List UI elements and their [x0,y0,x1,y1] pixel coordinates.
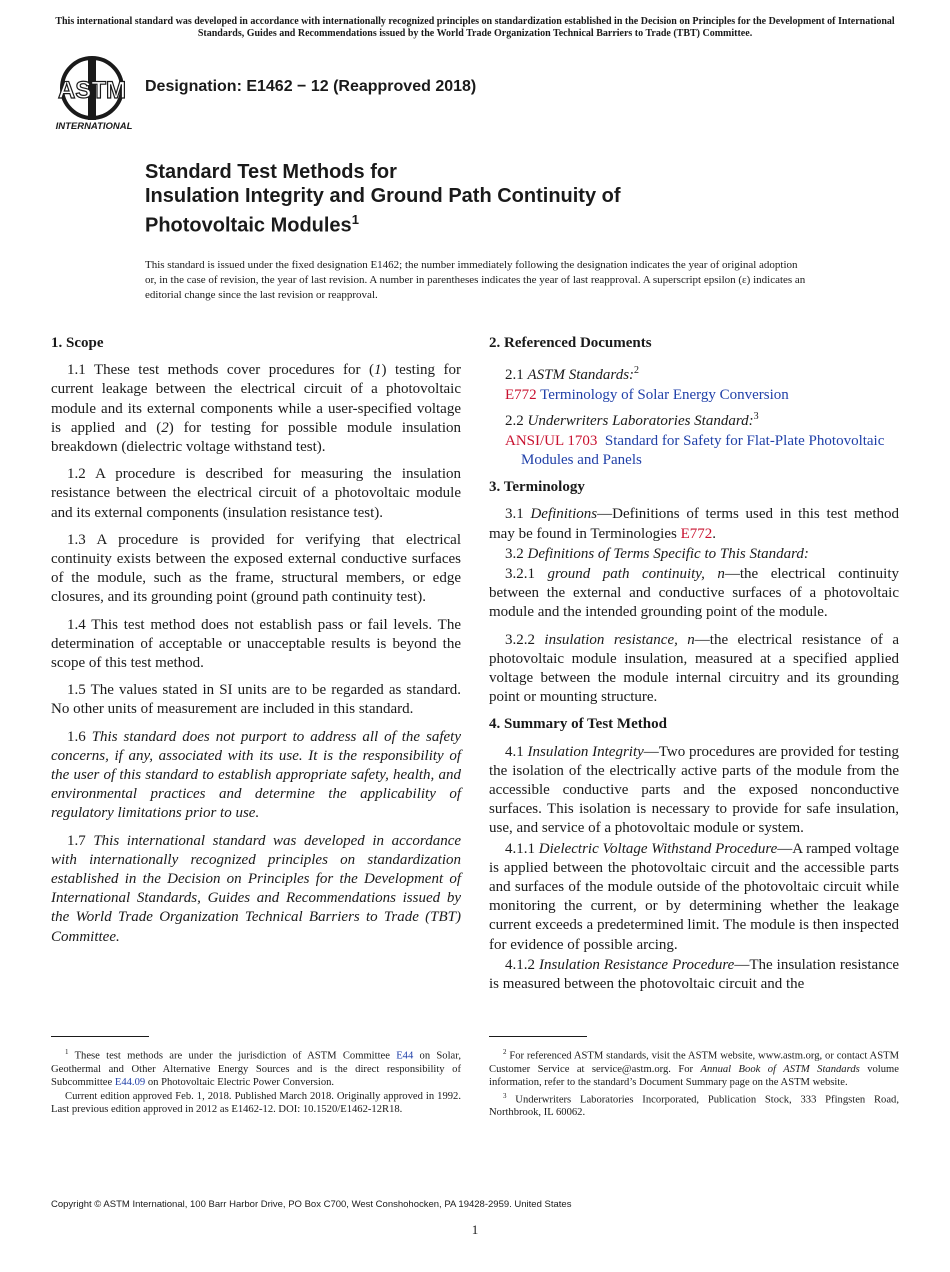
section-4-1-1: 4.1.1 Dielectric Voltage Withstand Procedure—A ramped voltage is applied between the photovoltaic circuit and the accessible parts and surfaces of the module outside of the photovoltaic circuit while monitoring the current, or by determining whether the leakage current exceeds a predetermined limit. The module is then inspected for evidence of possible arcing. [489,840,899,953]
section-1-2: 1.2 A procedure is described for measuring the insulation resistance between the electrical circuit of a photovoltaic module and its external components (insulation resistance test). [51,466,461,521]
ul-standards-label: 2.2 Underwriters Laboratories Standard:$^3$ [505,410,759,429]
scope-heading: 1. Scope [51,335,104,351]
title-line-2: Insulation Integrity and Ground Path Continuity of [145,185,621,207]
link-ul-1703[interactable]: ANSI/UL 1703 [505,432,598,449]
section-3-2-1: 3.2.1 ground path continuity, n—the electrical continuity between the external and conductive surfaces of a photovoltaic module and the intended grounding point of the module. [489,566,900,621]
astm-standards-label: 2.1 ASTM Standards:$^2$ [505,365,640,384]
footnotes-left [51,1046,461,1117]
summary-heading: 4. Summary of Test Method [489,716,667,733]
link-e772-terminology[interactable]: E772 [680,525,713,542]
section-1-7: 1.7 This international standard was developed in accordance with internationally recognized principles on standardization established in the Decision on Principles for the Development of International Standards, Guides and Recommendations issued by the World Trade Organization Technical Barriers to Trade (TBT) Committee. [51,832,462,945]
title-line-3 [145,208,845,238]
copyright-line: Copyright © ASTM International, 100 Barr Harbor Drive, PO Box C700, West Conshohocken, PA 19428-2959. United States [51,1199,572,1210]
footnote-3: $^3$ Underwriters Laboratories Incorporated, Publication Stock, 333 Pfingsten Road, Northbrook, IL 60062. [489,1091,899,1119]
terminology-heading: 3. Terminology [489,479,585,496]
footnote-1: $^1$ These test methods are under the jurisdiction of ASTM Committee E44 on Solar, Geothermal and Other Alternative Energy Sources and is the direct responsibility of Subcommittee E44.09 on Photovoltaic Electric Power Conversion. [51,1048,461,1088]
section-1-3: 1.3 A procedure is provided for verifying that electrical continuity exists between the exposed external conductive surfaces of the module, such as the frame, structural members, or edge closures, and its grounding point (ground path continuity test). [51,531,461,606]
footnote-2: $^2$ For referenced ASTM standards, visit the ASTM website, www.astm.org, or contact ASTM Customer Service at service@astm.org. For Annual Book of ASTM Standards volume information, refer to the standard’s Document Summary page on the ASTM website. [489,1048,899,1088]
link-e44[interactable]: E44 [396,1050,414,1062]
section-1-5: 1.5 The values stated in SI units are to be regarded as standard. No other units of measurement are included in this standard. [51,682,461,718]
intro-paragraph: This standard is issued under the fixed designation E1462; the number immediately following the designation indicates the year of original adoption or, in the case of revision, the year of last revision. A number in parentheses indicates the year of last reapproval. A superscript epsilon (ε) indicates an editorial change since the last revision or reapproval. [145,259,806,301]
astm-logo [54,56,134,132]
referenced-documents-heading: 2. Referenced Documents [489,335,652,351]
left-column [51,334,461,955]
document-title [145,160,845,238]
section-3-1: 3.1 Definitions—Definitions of terms used in this test method may be found in Terminologies E772. [489,506,899,542]
section-1-4: 1.4 This test method does not establish pass or fail levels. The determination of acceptable or unacceptable results is beyond the scope of this test method. [51,616,461,672]
footnotes-right [489,1046,899,1120]
section-1-6: 1.6 This standard does not purport to address all of the safety concerns, if any, associated with its use. It is the responsibility of the user of this standard to establish appropriate safety, health, and environmental practices and determine the applicability of regulatory limitations prior to use. [51,728,462,822]
logo-subtext: INTERNATIONAL [55,121,133,132]
astm-logo-mark [54,56,134,132]
title-footnote-mark: 1 [351,212,359,227]
footnote-rule-right [489,1036,587,1037]
section-4-1: 4.1 Insulation Integrity—Two procedures are provided for testing the isolation of the electrically active parts of the module from the accessible conductive parts and the exposed nonconductive surfaces. This isolation is necessary to provide for safe insulation, use, and service of a photovoltaic module or system. [489,743,900,837]
link-e44-09[interactable]: E44.09 [114,1076,146,1088]
right-column [489,334,899,995]
reference-e772 [489,386,899,405]
title-line-1: Standard Test Methods for [145,161,397,183]
link-e772-title[interactable]: Terminology of Solar Energy Conversion [540,387,789,404]
link-e772[interactable]: E772 [505,387,537,404]
section-4-1-2: 4.1.2 Insulation Resistance Procedure—The insulation resistance is measured between the photovoltaic circuit and the [489,956,900,993]
edition-note: Current edition approved Feb. 1, 2018. Published March 2018. Originally approved in 1992. Last previous edition approved in 2012 as E1462-12. DOI: 10.1520/E1462-12R18. [51,1090,461,1115]
section-1-1: 1.1 These test methods cover procedures for (1) testing for current leakage between the electrical circuit of a photovoltaic module and its external components while a user-specified voltage is applied and (2) for testing for possible module insulation breakdown (dielectric voltage withstand test). [51,362,461,456]
title-line-3-text: Photovoltaic Modules [145,214,352,237]
standard-notice: This international standard was developed in accordance with internationally recognized principles on standardization established in the Decision on Principles for the Development of International Standards, Guides and Recommendations issued by the World Trade Organization Technical Barriers to Trade (TBT) Committee. [55,16,895,39]
link-ul-1703-title[interactable]: Standard for Safety for Flat-Plate Photovoltaic Modules and Panels [521,432,885,469]
reference-ul-1703 [489,432,899,470]
page-number: 1 [471,1222,479,1237]
designation: Designation: E1462 − 12 (Reapproved 2018) [145,78,477,95]
logo-letters: ASTM [58,77,126,104]
footnote-rule-left [51,1036,149,1037]
section-3-2-2: 3.2.2 insulation resistance, n—the electrical resistance of a photovoltaic module insulation, measured at a specified applied voltage between the module internal circuitry and its grounding point or mounting structure. [489,631,900,706]
section-3-2: 3.2 Definitions of Terms Specific to This Standard: [505,545,809,562]
